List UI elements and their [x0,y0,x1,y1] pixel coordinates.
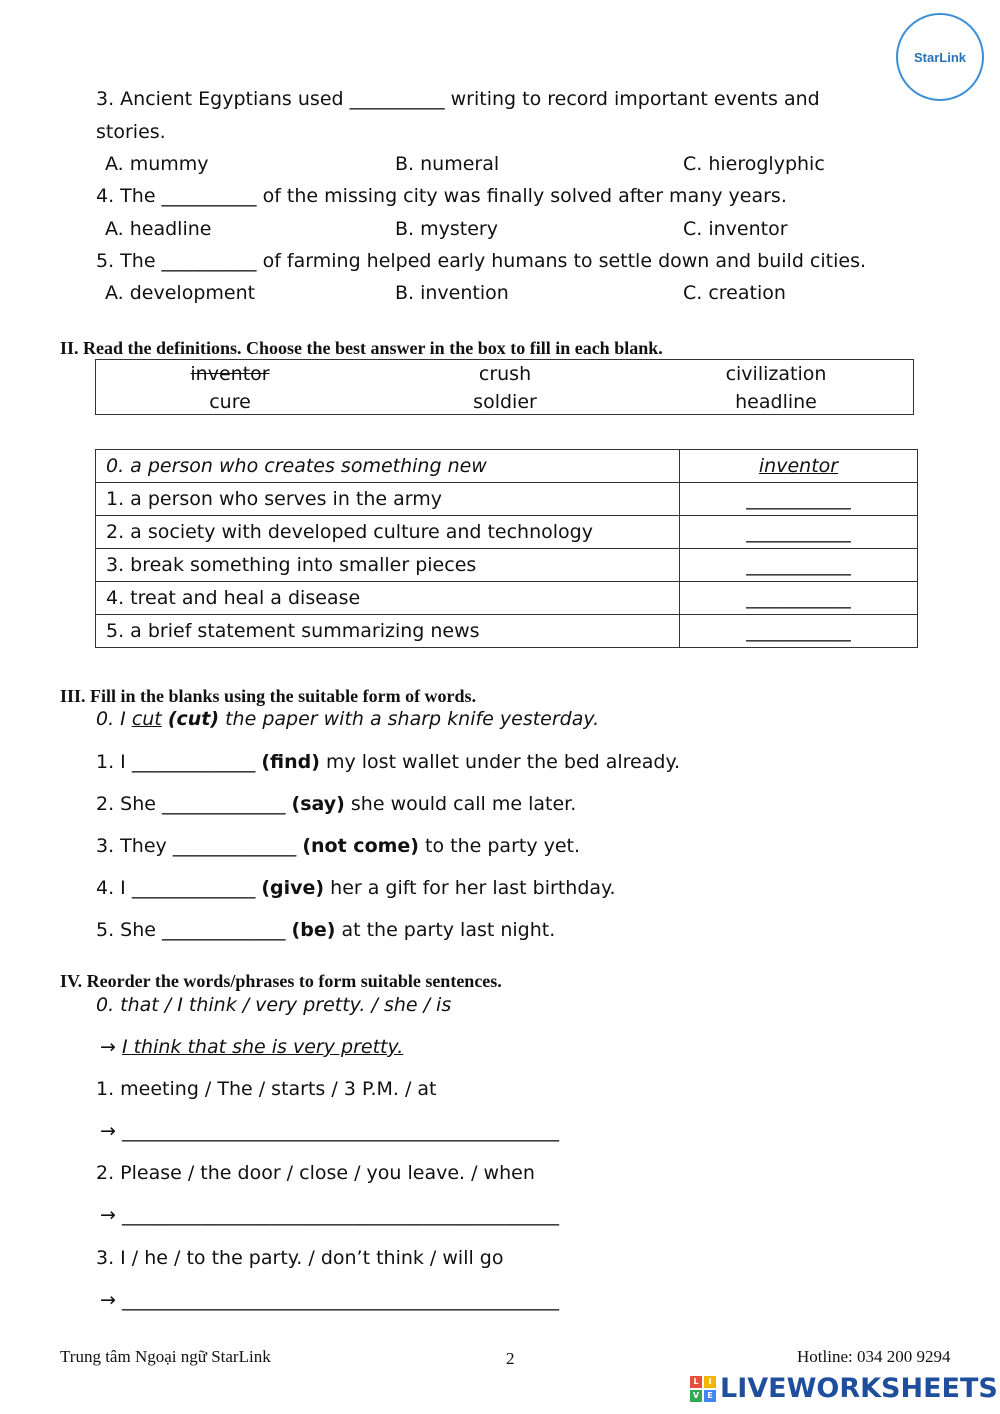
definition: 0. a person who creates something new [96,450,680,483]
item-rest: to the party yet. [419,835,581,857]
word-box-item: inventor [190,363,270,385]
logo-block: L [690,1376,702,1388]
table-row [96,549,918,582]
table-row [96,483,918,516]
table-row [96,516,918,549]
word-box [95,359,914,415]
section-4-heading: IV. Reorder the words/phrases to form suitable sentences. [60,971,502,991]
q5-option-a[interactable]: A. development [105,282,256,304]
answer-blank[interactable]: ___________ [680,549,918,582]
arrow-icon: → [100,1036,116,1058]
verb-hint: (say) [291,793,345,815]
item-prefix: 3. They [96,835,173,857]
page-number: 2 [506,1349,515,1368]
definition: 4. treat and heal a disease [96,582,680,615]
answer-line[interactable]: ______________________________________________ [121,1289,559,1311]
example-answer: cut [131,708,162,730]
verb-blank[interactable]: _____________ [162,919,286,941]
logo-block: E [704,1390,716,1402]
q5-option-b[interactable]: B. invention [395,282,509,304]
word-box-item: soldier [473,391,537,413]
example-prefix: 0. I [96,708,132,730]
question-3-continuation: stories. [96,121,166,143]
starlink-logo [896,13,984,101]
item-rest: at the party last night. [335,919,556,941]
reorder-prompt-2: 2. Please / the door / close / you leave. / when [96,1162,535,1184]
verb-item-2 [96,793,576,815]
q4-option-a[interactable]: A. headline [105,218,212,240]
table-row [96,450,918,483]
answer-blank[interactable]: ___________ [680,483,918,516]
q3-option-b[interactable]: B. numeral [395,153,500,175]
word-box-item: civilization [725,363,827,385]
definition: 5. a brief statement summarizing news [96,615,680,648]
example-answer: inventor [680,450,918,483]
verb-item-4 [96,877,616,899]
reorder-example-prompt: 0. that / I think / very pretty. / she / is [96,994,452,1016]
table-row [96,582,918,615]
item-rest: she would call me later. [344,793,577,815]
footer-center-name: Trung tâm Ngoại ngữ StarLink [60,1347,271,1366]
example-verb: (cut) [167,708,220,730]
answer-line[interactable]: ______________________________________________ [121,1204,559,1226]
q4-option-b[interactable]: B. mystery [395,218,498,240]
q5-option-c[interactable]: C. creation [683,282,786,304]
definitions-table [95,449,918,648]
logo-text: StarLink [913,49,966,65]
liveworksheets-blocks-icon [690,1376,716,1402]
section-3-example [96,708,599,730]
answer-line[interactable]: ______________________________________________ [121,1120,559,1142]
logo-block: I [704,1376,716,1388]
arrow-icon: → [100,1289,116,1311]
question-4: 4. The __________ of the missing city was finally solved after many years. [96,185,787,207]
q3-option-c[interactable]: C. hieroglyphic [683,153,825,175]
word-box-item: crush [478,363,532,385]
question-3: 3. Ancient Egyptians used __________ writing to record important events and [96,88,820,110]
answer-blank[interactable]: ___________ [680,582,918,615]
item-rest: my lost wallet under the bed already. [319,751,681,773]
definition: 2. a society with developed culture and technology [96,516,680,549]
reorder-example-answer: I think that she is very pretty. [121,1036,404,1058]
item-prefix: 5. She [96,919,162,941]
item-rest: her a gift for her last birthday. [324,877,616,899]
verb-blank[interactable]: _____________ [131,877,256,899]
table-row [96,615,918,648]
verb-blank[interactable]: _____________ [162,793,286,815]
item-prefix: 2. She [96,793,162,815]
logo-block: V [690,1390,702,1402]
verb-hint: (not come) [302,835,419,857]
definition: 1. a person who serves in the army [96,483,680,516]
section-3-heading: III. Fill in the blanks using the suitable form of words. [60,686,477,706]
arrow-icon: → [100,1204,116,1226]
verb-blank[interactable]: _____________ [131,751,256,773]
q3-option-a[interactable]: A. mummy [105,153,209,175]
verb-blank[interactable]: _____________ [172,835,297,857]
reorder-prompt-1: 1. meeting / The / starts / 3 P.M. / at [96,1078,437,1100]
question-5: 5. The __________ of farming helped early humans to settle down and build cities. [96,250,867,272]
verb-hint: (give) [261,877,325,899]
verb-item-3 [96,835,580,857]
definition: 3. break something into smaller pieces [96,549,680,582]
example-rest: the paper with a sharp knife yesterday. [219,708,600,730]
liveworksheets-logo [690,1373,998,1404]
verb-item-1 [96,751,680,773]
reorder-example-answer-line [100,1036,403,1058]
reorder-answer-row-1 [100,1120,559,1142]
section-2-heading: II. Read the definitions. Choose the best answer in the box to fill in each blank. [60,338,663,358]
item-prefix: 1. I [96,751,132,773]
q4-option-c[interactable]: C. inventor [683,218,788,240]
liveworksheets-wordmark: LIVEWORKSHEETS [720,1373,998,1404]
word-box-item: headline [735,391,817,413]
footer-hotline: Hotline: 034 200 9294 [797,1347,951,1366]
reorder-answer-row-3 [100,1289,559,1311]
verb-hint: (find) [261,751,320,773]
reorder-answer-row-2 [100,1204,559,1226]
word-box-item: cure [209,391,251,413]
answer-blank[interactable]: ___________ [680,516,918,549]
arrow-icon: → [100,1120,116,1142]
verb-item-5 [96,919,555,941]
item-prefix: 4. I [96,877,132,899]
verb-hint: (be) [291,919,336,941]
reorder-prompt-3: 3. I / he / to the party. / don’t think / will go [96,1247,504,1269]
answer-blank[interactable]: ___________ [680,615,918,648]
